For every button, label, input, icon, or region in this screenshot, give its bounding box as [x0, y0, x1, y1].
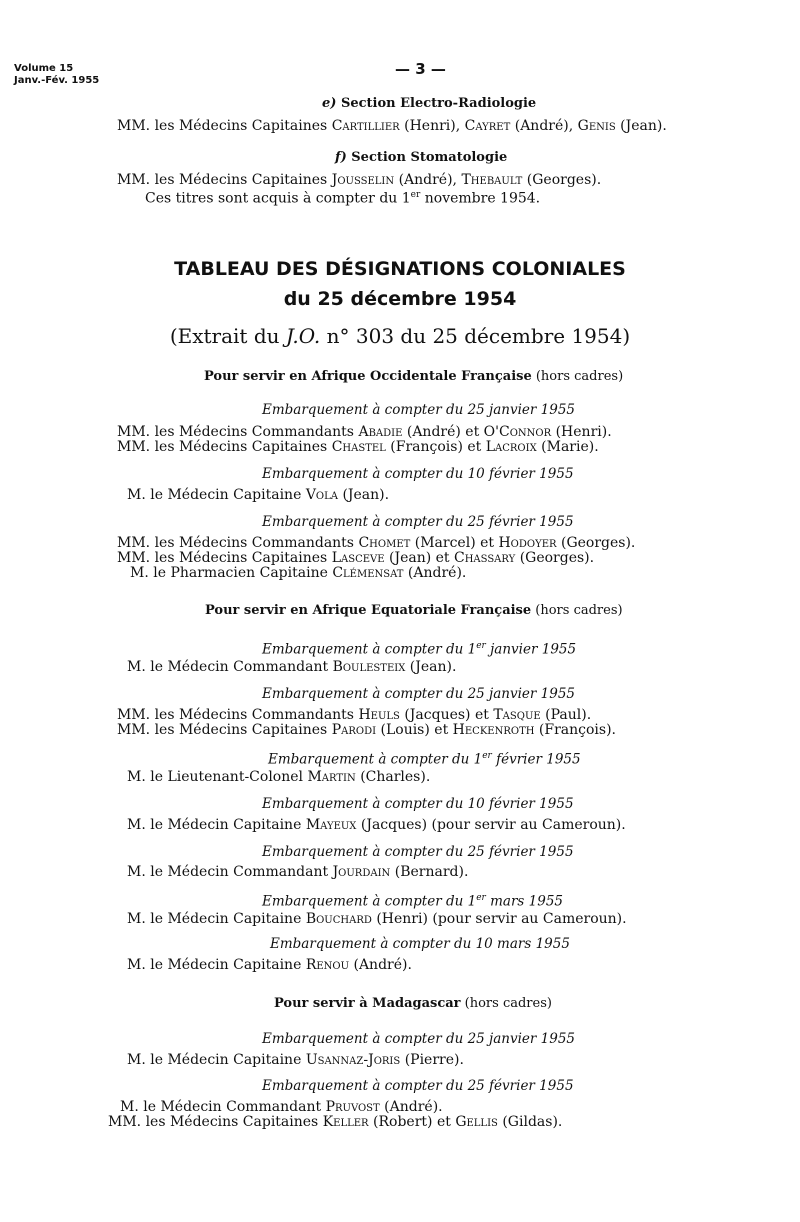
first-name: (Jean). [409, 659, 457, 675]
surname: Chomet [358, 535, 411, 551]
name-connector: (André) et O' [406, 424, 499, 440]
section-e-title: Section Electro-Radiologie [340, 96, 537, 111]
name-connector: (Marcel) et [414, 535, 495, 551]
first-name: (André), [514, 118, 574, 134]
surname: Lasceve [331, 550, 385, 566]
embarquement-date [262, 890, 563, 910]
line-prefix: M. le Médecin Commandant [127, 864, 329, 880]
line-prefix: MM. les Médecins Capitaines [108, 1114, 319, 1130]
heading-text: Pour servir en Afrique Occidentale Française [204, 369, 532, 384]
surname: Mayeux [305, 817, 357, 833]
heading-text: Pour servir à Madagascar [274, 996, 461, 1011]
superscript: er [476, 641, 486, 651]
surname: Jourdain [332, 864, 391, 880]
line-prefix: MM. les Médecins Commandants [117, 535, 354, 551]
first-name: (François). [538, 722, 616, 738]
section-f-note [145, 187, 540, 207]
date-text: janvier 1955 [485, 641, 577, 658]
date-text: Embarquement à compter du 1 [262, 641, 477, 658]
surname: Cayret [464, 118, 511, 134]
assignment-line [127, 817, 626, 833]
first-name: (Bernard). [394, 864, 469, 880]
line-prefix: MM. les Médecins Capitaines [117, 439, 328, 455]
line-prefix: M. le Médecin Commandant [120, 1099, 322, 1115]
extrait-jo: J.O. [285, 324, 321, 348]
surname: Thebault [461, 172, 523, 188]
surname: Parodi [331, 722, 377, 738]
section-e-line [117, 118, 667, 134]
assignment-line [130, 565, 466, 581]
surname: Chassary [454, 550, 516, 566]
section-e-letter: e) [322, 96, 337, 111]
assignment-line [120, 1099, 443, 1115]
embarquement-date: Embarquement à compter du 25 janvier 1955 [262, 686, 576, 702]
note-text: Ces titres sont acquis à compter du 1 [145, 190, 411, 207]
volume-label: Volume 15 [14, 63, 74, 74]
embarquement-date [262, 638, 576, 658]
first-name: (André). [384, 1099, 443, 1115]
first-name: (Georges). [519, 550, 595, 566]
aof-heading [204, 369, 623, 385]
name-connector: (Louis) et [380, 722, 449, 738]
surname: Heuls [358, 707, 400, 723]
embarquement-date: Embarquement à compter du 25 février 1955 [262, 1078, 574, 1094]
extrait-text: n° 303 du 25 décembre 1954) [320, 324, 631, 348]
line-prefix: M. le Lieutenant-Colonel [127, 769, 303, 785]
first-name: (André). [407, 565, 467, 581]
superscript: er [482, 751, 492, 761]
surname: Jousselin [331, 172, 395, 188]
embarquement-date: Embarquement à compter du 10 février 1955 [262, 466, 574, 482]
surname: Abadie [358, 424, 403, 440]
assignment-line [117, 424, 612, 440]
line-prefix: MM. les Médecins Commandants [117, 424, 354, 440]
surname: Chastel [331, 439, 386, 455]
first-name: (Jean). [620, 118, 667, 134]
assignment-line [117, 535, 635, 551]
date-text: Embarquement à compter du 1 [268, 751, 483, 768]
surname: Heckenroth [452, 722, 535, 738]
surname: Hodoyer [498, 535, 557, 551]
section-f-heading [335, 150, 507, 166]
surname: Boulesteix [332, 659, 406, 675]
line-prefix: M. le Médecin Capitaine [127, 957, 302, 973]
embarquement-date: Embarquement à compter du 25 février 1955 [262, 844, 574, 860]
line-prefix: MM. les Médecins Capitaines [117, 172, 328, 188]
date-text: février 1955 [491, 751, 581, 768]
name-connector: (Robert) et [373, 1114, 451, 1130]
date-text: Embarquement à compter du 1 [262, 893, 477, 910]
assignment-line [127, 659, 456, 675]
superscript: er [410, 190, 421, 200]
assignment-line [127, 957, 412, 973]
embarquement-date: Embarquement à compter du 25 février 1955 [262, 514, 574, 530]
heading-suffix: (hors cadres) [460, 996, 552, 1011]
assignment-line [117, 722, 616, 738]
embarquement-date [268, 748, 581, 768]
issue-date: Janv.-Fév. 1955 [14, 75, 100, 86]
line-prefix: MM. les Médecins Commandants [117, 707, 354, 723]
assignment-line [117, 439, 599, 455]
assignment-line [127, 864, 468, 880]
page-number: — 3 — [395, 60, 446, 78]
superscript: er [476, 893, 486, 903]
first-name: (Henri). [555, 424, 612, 440]
embarquement-date: Embarquement à compter du 10 février 1955 [262, 796, 574, 812]
tableau-date: du 25 décembre 1954 [283, 288, 517, 310]
extrait-line [0, 324, 800, 348]
assignment-line [127, 1052, 464, 1068]
first-name: (Jacques) (pour servir au Cameroun). [360, 817, 626, 833]
first-name: (Charles). [360, 769, 431, 785]
assignment-line [117, 550, 594, 566]
section-f-letter: f) [335, 150, 347, 165]
line-prefix: MM. les Médecins Capitaines [117, 118, 328, 134]
surname: Cartillier [331, 118, 400, 134]
embarquement-date: Embarquement à compter du 25 janvier 1955 [262, 1031, 576, 1047]
first-name: (Paul). [545, 707, 592, 723]
surname: Genis [577, 118, 616, 134]
heading-text: Pour servir en Afrique Equatoriale Française [205, 603, 532, 618]
section-e-heading [322, 96, 536, 112]
line-prefix: M. le Pharmacien Capitaine [130, 565, 328, 581]
first-name: (Marie). [541, 439, 599, 455]
first-name: (Henri), [404, 118, 461, 134]
line-prefix: M. le Médecin Capitaine [127, 1052, 302, 1068]
note-text: novembre 1954. [420, 190, 541, 207]
first-name: (Georges). [526, 172, 602, 188]
surname: Lacroix [485, 439, 537, 455]
first-name: (Georges). [560, 535, 636, 551]
surname: Connor [499, 424, 552, 440]
first-name: (André), [398, 172, 458, 188]
surname: Gellis [455, 1114, 498, 1130]
assignment-line [127, 769, 430, 785]
heading-suffix: (hors cadres) [531, 603, 623, 618]
name-connector: (François) et [390, 439, 482, 455]
surname: Clémensat [332, 565, 404, 581]
section-f-title: Section Stomatologie [351, 150, 508, 165]
section-f-line [117, 172, 601, 188]
surname: Pruvost [325, 1099, 380, 1115]
line-prefix: MM. les Médecins Capitaines [117, 722, 328, 738]
embarquement-date: Embarquement à compter du 10 mars 1955 [270, 936, 570, 952]
surname: Bouchard [305, 911, 372, 927]
first-name: (André). [353, 957, 412, 973]
line-prefix: MM. les Médecins Capitaines [117, 550, 328, 566]
surname: Keller [322, 1114, 369, 1130]
first-name: (Pierre). [404, 1052, 464, 1068]
surname: Tasque [493, 707, 541, 723]
surname: Vola [305, 487, 338, 503]
assignment-line [127, 487, 389, 503]
name-connector: (Jean) et [389, 550, 450, 566]
madagascar-heading [274, 996, 552, 1012]
line-prefix: M. le Médecin Commandant [127, 659, 329, 675]
first-name: (Gildas). [502, 1114, 563, 1130]
extrait-text: (Extrait du [169, 324, 286, 348]
assignment-line [127, 911, 627, 927]
assignment-line [117, 707, 591, 723]
assignment-line [108, 1114, 562, 1130]
first-name: (Henri) (pour servir au Cameroun). [376, 911, 627, 927]
date-text: mars 1955 [485, 893, 563, 910]
surname: Renou [305, 957, 350, 973]
tableau-title: TABLEAU DES DÉSIGNATIONS COLONIALES [174, 258, 626, 280]
heading-suffix: (hors cadres) [531, 369, 624, 384]
line-prefix: M. le Médecin Capitaine [127, 487, 302, 503]
aef-heading [205, 603, 623, 619]
name-connector: (Jacques) et [404, 707, 489, 723]
line-prefix: M. le Médecin Capitaine [127, 817, 302, 833]
embarquement-date: Embarquement à compter du 25 janvier 1955 [262, 402, 576, 418]
first-name: (Jean). [342, 487, 390, 503]
surname: Usannaz-Joris [305, 1052, 401, 1068]
surname: Martin [307, 769, 356, 785]
line-prefix: M. le Médecin Capitaine [127, 911, 302, 927]
